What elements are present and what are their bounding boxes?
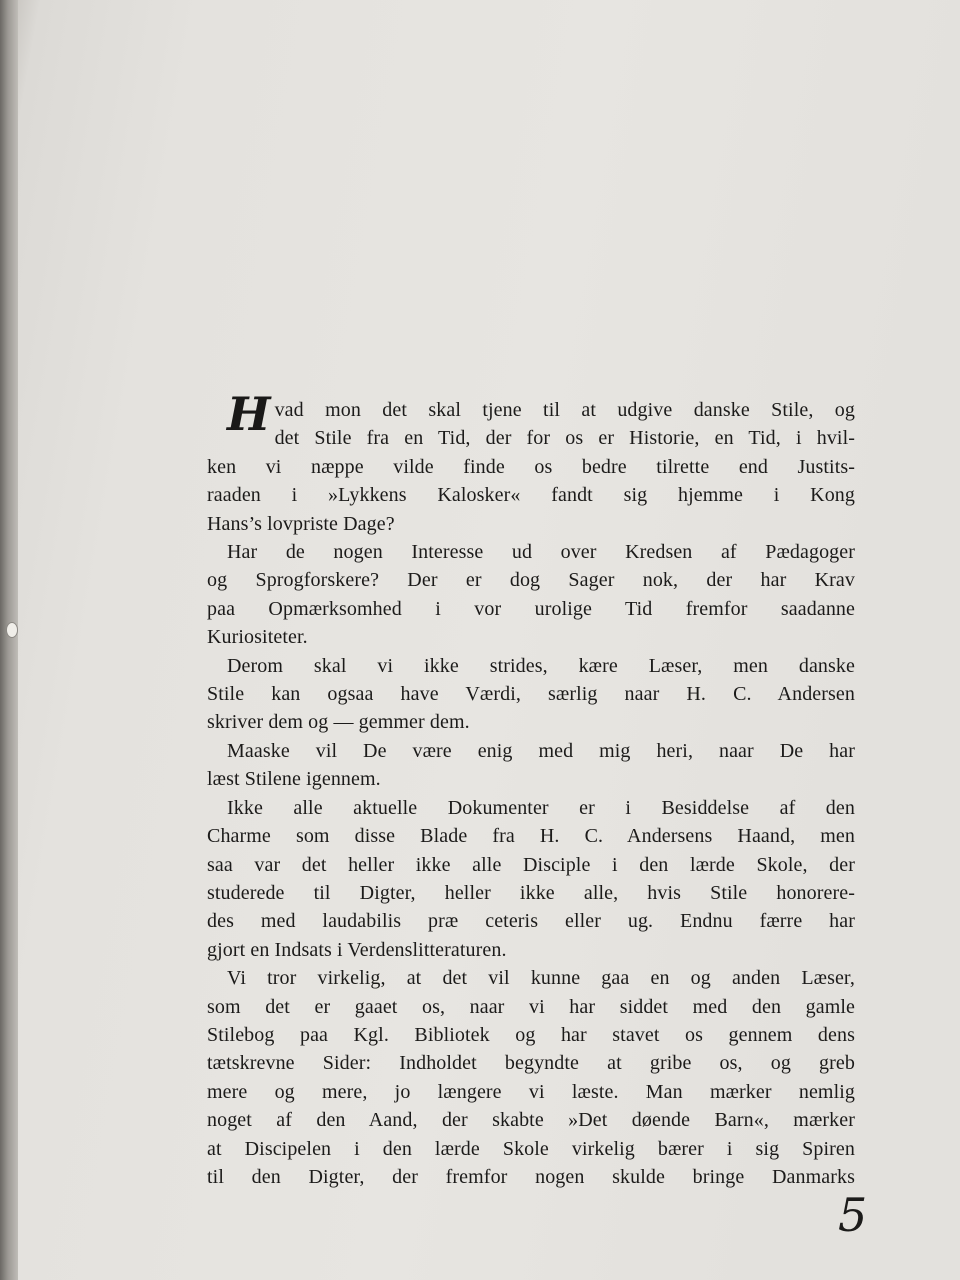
text-line: Maaske vil De være enig med mig heri, naar De har [227, 739, 855, 762]
paragraph-6 [207, 964, 855, 1191]
text-line: at Discipelen i den lærde Skole virkelig bærer i sig Spiren [207, 1137, 855, 1160]
text-line: Hans’s lovpriste Dage? [207, 512, 395, 535]
text-line: gjort en Indsats i Verdenslitteraturen. [207, 938, 507, 961]
text-line: ken vi næppe vilde finde os bedre tilrette end Justits- [207, 455, 855, 478]
text-line: det Stile fra en Tid, der for os er Historie, en Tid, i hvil- [274, 427, 855, 450]
paragraph-3 [207, 652, 855, 737]
text-line: noget af den Aand, der skabte »Det døende Barn«, mærker [207, 1109, 855, 1132]
text-line: mere og mere, jo længere vi læste. Man mærker nemlig [207, 1080, 855, 1103]
text-line: Vi tror virkelig, at det vil kunne gaa en og anden Læser, [227, 967, 855, 990]
book-spine [0, 0, 18, 1280]
text-line: raaden i »Lykkens Kalosker« fandt sig hjemme i Kong [207, 484, 855, 507]
text-line: Derom skal vi ikke strides, kære Læser, men danske [227, 654, 855, 677]
drop-cap: H [227, 387, 271, 441]
binding-stitch [6, 622, 18, 638]
text-line: Ikke alle aktuelle Dokumenter er i Besiddelse af den [227, 796, 855, 819]
text-line: saa var det heller ikke alle Disciple i den lærde Skole, der [207, 853, 855, 876]
body-text [207, 387, 855, 1191]
text-line: Stilebog paa Kgl. Bibliotek og har stavet os gennem dens [207, 1023, 855, 1046]
text-line: Stile kan ogsaa have Værdi, særlig naar H. C. Andersen [207, 683, 855, 706]
text-line: paa Opmærksomhed i vor urolige Tid fremfor saadanne [207, 597, 855, 620]
paragraph-5 [207, 794, 855, 964]
text-line: Har de nogen Interesse ud over Kredsen af Pædagoger [227, 541, 855, 564]
text-line: skriver dem og — gemmer dem. [207, 711, 470, 734]
page-number: 5 [838, 1188, 868, 1242]
text-line: og Sprogforskere? Der er dog Sager nok, der har Krav [207, 569, 855, 592]
text-line: læst Stilene igennem. [207, 768, 381, 791]
text-line: vad mon det skal tjene til at udgive danske Stile, og [274, 399, 855, 421]
text-line: des med laudabilis præ ceteris eller ug. Endnu færre har [207, 910, 855, 933]
text-line: som det er gaaet os, naar vi har siddet med den gamle [207, 995, 855, 1018]
text-line: studerede til Digter, heller ikke alle, hvis Stile honorere- [207, 881, 855, 904]
text-line: tætskrevne Sider: Indholdet begyndte at gribe os, og greb [207, 1052, 855, 1075]
text-line: til den Digter, der fremfor nogen skulde bringe Danmarks [207, 1165, 855, 1188]
text-line: Charme som disse Blade fra H. C. Andersens Haand, men [207, 825, 855, 848]
paragraph-1 [207, 387, 855, 538]
paragraph-2 [207, 538, 855, 652]
paragraph-4 [207, 737, 855, 794]
text-line: Kuriositeter. [207, 626, 308, 649]
